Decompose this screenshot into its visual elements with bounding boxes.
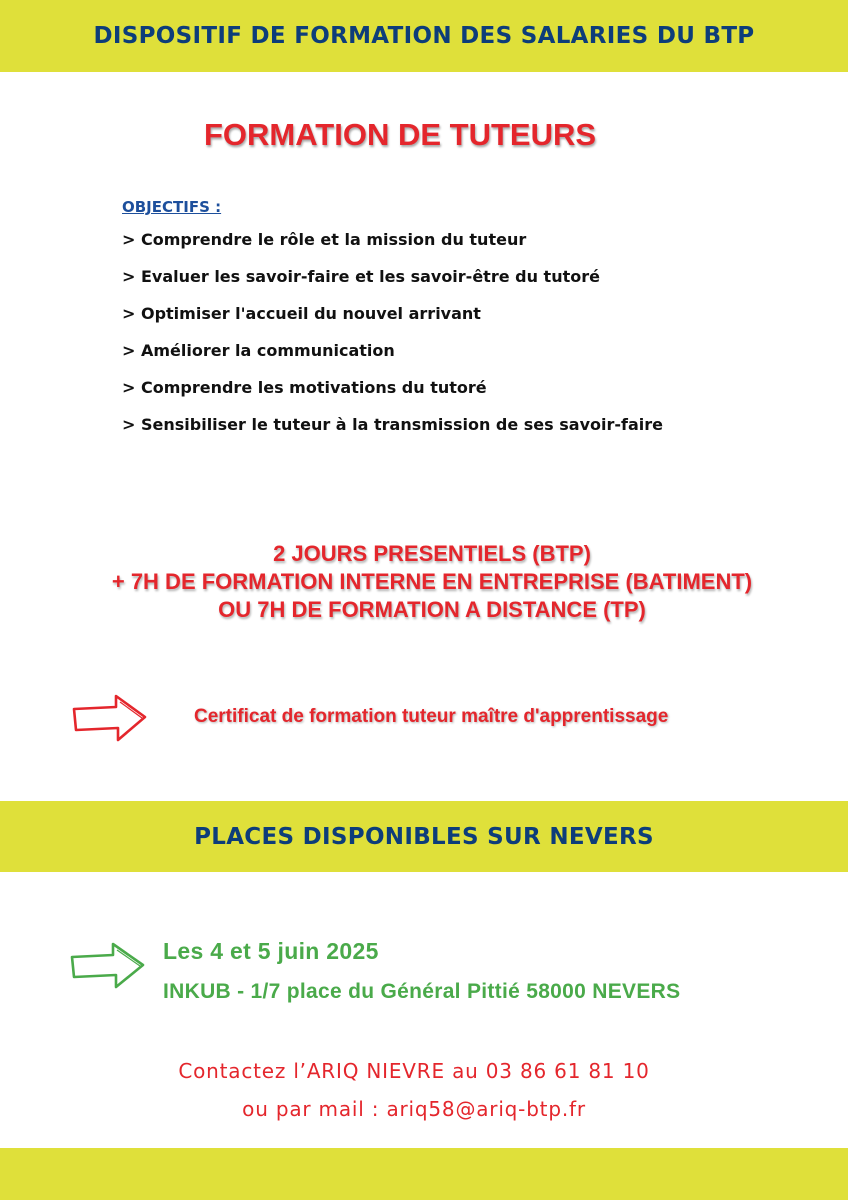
objective-item: > Sensibiliser le tuteur à la transmission de ses savoir-faire [122,415,663,434]
objective-item: > Comprendre les motivations du tutoré [122,378,487,397]
session-date: Les 4 et 5 juin 2025 [163,938,379,964]
footer-band [0,1148,848,1200]
duration-line: + 7H DE FORMATION INTERNE EN ENTREPRISE (BATIMENT) [111,569,753,594]
header-band [0,0,848,72]
right-arrow-icon [69,940,149,997]
objectives-section [122,198,663,451]
page-title: FORMATION DE TUTEURS [203,117,597,152]
contact-block [0,1052,828,1128]
objective-item: > Améliorer la communication [122,341,395,360]
objectives-list [122,229,663,451]
availability-band [0,801,848,872]
duration-block [0,540,848,624]
header-title: DISPOSITIF DE FORMATION DES SALARIES DU BTP [93,23,755,49]
objective-item: > Comprendre le rôle et la mission du tuteur [122,230,527,249]
right-arrow-icon [70,690,150,751]
availability-title: PLACES DISPONIBLES SUR NEVERS [194,823,654,850]
contact-mail: ou par mail : ariq58@ariq-btp.fr [242,1097,586,1121]
duration-line: 2 JOURS PRESENTIELS (BTP) [273,541,591,566]
duration-line: OU 7H DE FORMATION A DISTANCE (TP) [218,597,646,622]
certificate-text: Certificat de formation tuteur maître d'apprentissage [194,706,669,727]
objectives-heading: OBJECTIFS : [122,198,222,216]
contact-phone: Contactez l’ARIQ NIEVRE au 03 86 61 81 10 [178,1059,650,1083]
session-place: INKUB - 1/7 place du Général Pittié 58000 NEVERS [163,980,681,1003]
objective-item: > Optimiser l'accueil du nouvel arrivant [122,304,481,323]
objective-item: > Evaluer les savoir-faire et les savoir-être du tutoré [122,267,600,286]
